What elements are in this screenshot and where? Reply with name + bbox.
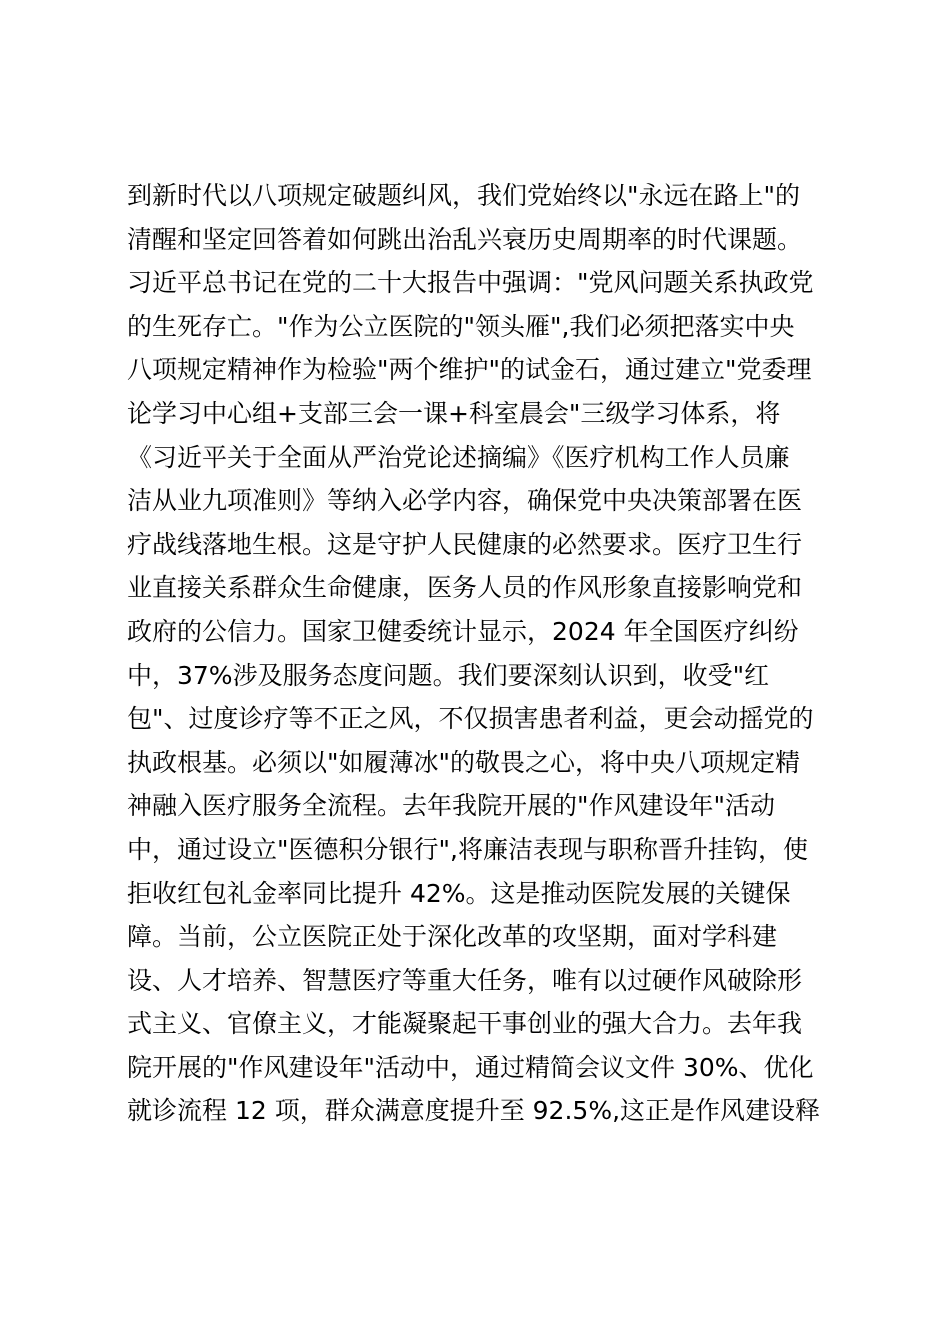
text-line: 式主义、官僚主义，才能凝聚起干事创业的强大合力。去年我 (127, 1009, 803, 1039)
text-line: 政府的公信力。国家卫健委统计显示，2024 年全国医疗纠纷 (127, 616, 799, 646)
text-line: 疗战线落地生根。这是守护人民健康的必然要求。医疗卫生行 (127, 529, 803, 559)
text-line: 神融入医疗服务全流程。去年我院开展的"作风建设年"活动 (127, 791, 776, 821)
text-line: 院开展的"作风建设年"活动中，通过精简会议文件 30%、优化 (127, 1052, 814, 1082)
text-line: 中，37%涉及服务态度问题。我们要深刻认识到，收受"红 (127, 660, 770, 690)
text-line: 障。当前，公立医院正处于深化改革的攻坚期，面对学科建 (127, 922, 778, 952)
text-line: 洁从业九项准则》等纳入必学内容，确保党中央决策部署在医 (127, 486, 803, 516)
text-line: 的生死存亡。"作为公立医院的"领头雁",我们必须把落实中央 (127, 311, 795, 341)
text-line: 《习近平关于全面从严治党论述摘编》《医疗机构工作人员廉 (127, 442, 790, 472)
text-line: 论学习中心组+支部三会一课+科室晨会"三级学习体系，将 (127, 398, 781, 428)
text-line: 业直接关系群众生命健康，医务人员的作风形象直接影响党和 (127, 573, 803, 603)
text-line: 八项规定精神作为检验"两个维护"的试金石，通过建立"党委理 (127, 355, 812, 385)
text-line: 执政根基。必须以"如履薄冰"的敬畏之心，将中央八项规定精 (127, 747, 801, 777)
text-line: 拒收红包礼金率同比提升 42%。这是推动医院发展的关键保 (127, 878, 791, 908)
text-line: 包"、过度诊疗等不正之风，不仅损害患者利益，更会动摇党的 (127, 704, 814, 734)
text-line: 中，通过设立"医德积分银行",将廉洁表现与职称晋升挂钩，使 (127, 834, 808, 864)
text-line: 习近平总书记在党的二十大报告中强调："党风问题关系执政党 (127, 268, 814, 298)
text-line: 设、人才培养、智慧医疗等重大任务，唯有以过硬作风破除形 (127, 965, 803, 995)
text-line: 就诊流程 12 项，群众满意度提升至 92.5%,这正是作风建设释 (127, 1096, 821, 1126)
text-line: 清醒和坚定回答着如何跳出治乱兴衰历史周期率的时代课题。 (127, 224, 803, 254)
body-paragraph (127, 174, 837, 1133)
text-line: 到新时代以八项规定破题纠风，我们党始终以"永远在路上"的 (127, 181, 801, 210)
